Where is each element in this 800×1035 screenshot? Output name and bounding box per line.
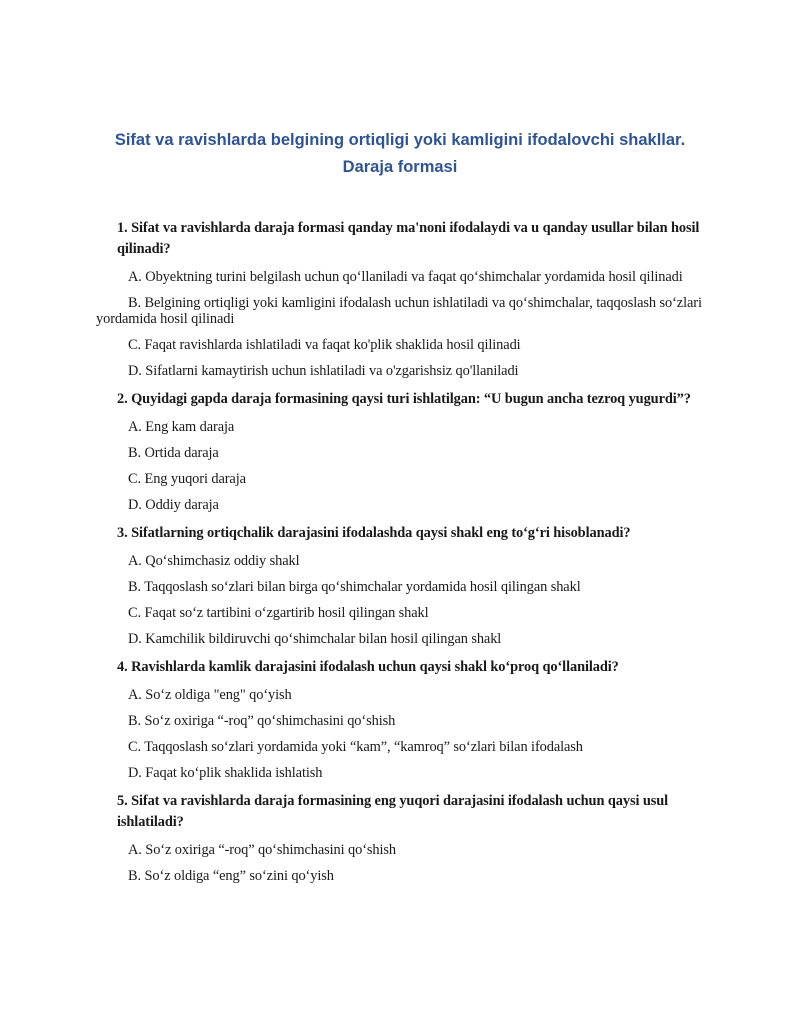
answer-option <box>96 471 704 487</box>
question-number: 2. <box>117 391 128 407</box>
option-text: Soʻz oxiriga “-roq” qoʻshimchasini qoʻshish <box>144 713 396 729</box>
option-text: Belgining ortiqligi yoki kamligini ifodalash uchun ishlatiladi va qoʻshimchalar, taqqoslash soʻzlari yordamida hosil qilinadi <box>96 295 702 327</box>
option-letter: B. <box>128 445 141 461</box>
answer-option <box>96 553 704 569</box>
question-text <box>117 218 704 260</box>
question-text <box>117 523 704 544</box>
answer-option <box>96 337 704 353</box>
question-number: 5. <box>117 793 128 809</box>
option-letter: A. <box>128 419 142 435</box>
question-block <box>96 523 704 647</box>
answer-option <box>96 739 704 755</box>
option-letter: B. <box>128 579 141 595</box>
option-letter: C. <box>128 471 141 487</box>
answer-option <box>96 363 704 379</box>
option-letter: D. <box>128 765 142 781</box>
option-text: Taqqoslash soʻzlari yordamida yoki “kam”, “kamroq” soʻzlari bilan ifodalash <box>144 739 583 755</box>
option-text: Qoʻshimchasiz oddiy shakl <box>145 553 300 569</box>
option-text: Sifatlarni kamaytirish uchun ishlatiladi va o'zgarishsiz qo'llaniladi <box>145 363 519 379</box>
option-letter: D. <box>128 631 142 647</box>
question-body: Sifat va ravishlarda daraja formasi qanday ma'noni ifodalaydi va u qanday usullar bilan hosil qilinadi? <box>117 220 700 257</box>
question-block <box>96 218 704 379</box>
option-text: Faqat ravishlarda ishlatiladi va faqat ko'plik shaklida hosil qilinadi <box>144 337 521 353</box>
question-number: 1. <box>117 220 128 236</box>
question-text <box>117 389 704 410</box>
option-letter: B. <box>128 868 141 884</box>
option-letter: C. <box>128 739 141 755</box>
option-text: Ortida daraja <box>144 445 219 461</box>
question-body: Sifatlarning ortiqchalik darajasini ifodalashda qaysi shakl eng toʻgʻri hisoblanadi? <box>131 525 631 541</box>
title-line-2: Daraja formasi <box>342 158 458 176</box>
question-text <box>117 791 704 833</box>
answer-option <box>96 868 704 884</box>
question-body: Ravishlarda kamlik darajasini ifodalash uchun qaysi shakl koʻproq qoʻllaniladi? <box>131 659 619 675</box>
answer-option <box>96 497 704 513</box>
question-text <box>117 657 704 678</box>
document-title <box>62 127 738 181</box>
quiz-content <box>96 218 704 884</box>
option-letter: D. <box>128 363 142 379</box>
question-block <box>96 389 704 513</box>
option-text: Soʻz oldiga “eng” soʻzini qoʻyish <box>144 868 334 884</box>
question-number: 4. <box>117 659 128 675</box>
option-text: Kamchilik bildiruvchi qoʻshimchalar bilan hosil qilingan shakl <box>145 631 502 647</box>
option-letter: D. <box>128 497 142 513</box>
option-text: Taqqoslash soʻzlari bilan birga qoʻshimchalar yordamida hosil qilingan shakl <box>144 579 581 595</box>
question-body: Sifat va ravishlarda daraja formasining eng yuqori darajasini ifodalash uchun qaysi usul ishlatiladi? <box>117 793 669 830</box>
answer-option <box>96 419 704 435</box>
option-letter: B. <box>128 713 141 729</box>
option-text: Soʻz oxiriga “-roq” qoʻshimchasini qoʻshish <box>145 842 396 858</box>
option-text: Eng yuqori daraja <box>144 471 246 487</box>
question-block <box>96 657 704 781</box>
answer-option <box>96 713 704 729</box>
option-text: Faqat koʻplik shaklida ishlatish <box>145 765 323 781</box>
answer-option <box>96 445 704 461</box>
option-text: Soʻz oldiga "eng" qoʻyish <box>145 687 292 703</box>
option-text: Eng kam daraja <box>145 419 235 435</box>
answer-option <box>96 579 704 595</box>
option-letter: C. <box>128 337 141 353</box>
option-text: Obyektning turini belgilash uchun qoʻllaniladi va faqat qoʻshimchalar yordamida hosil qilinadi <box>145 269 683 285</box>
answer-option <box>96 605 704 621</box>
answer-option <box>96 269 704 285</box>
option-letter: A. <box>128 842 142 858</box>
answer-option <box>96 295 704 327</box>
option-letter: C. <box>128 605 141 621</box>
answer-option <box>96 631 704 647</box>
title-line-1: Sifat va ravishlarda belgining ortiqligi yoki kamligini ifodalovchi shakllar. <box>114 131 686 149</box>
option-letter: A. <box>128 269 142 285</box>
question-number: 3. <box>117 525 128 541</box>
option-letter: A. <box>128 687 142 703</box>
question-body: Quyidagi gapda daraja formasining qaysi turi ishlatilgan: “U bugun ancha tezroq yugurdi”? <box>131 391 691 407</box>
option-letter: B. <box>128 295 141 311</box>
answer-option <box>96 687 704 703</box>
option-text: Faqat soʻz tartibini oʻzgartirib hosil qilingan shakl <box>144 605 429 621</box>
answer-option <box>96 842 704 858</box>
option-letter: A. <box>128 553 142 569</box>
answer-option <box>96 765 704 781</box>
question-block <box>96 791 704 884</box>
option-text: Oddiy daraja <box>145 497 219 513</box>
